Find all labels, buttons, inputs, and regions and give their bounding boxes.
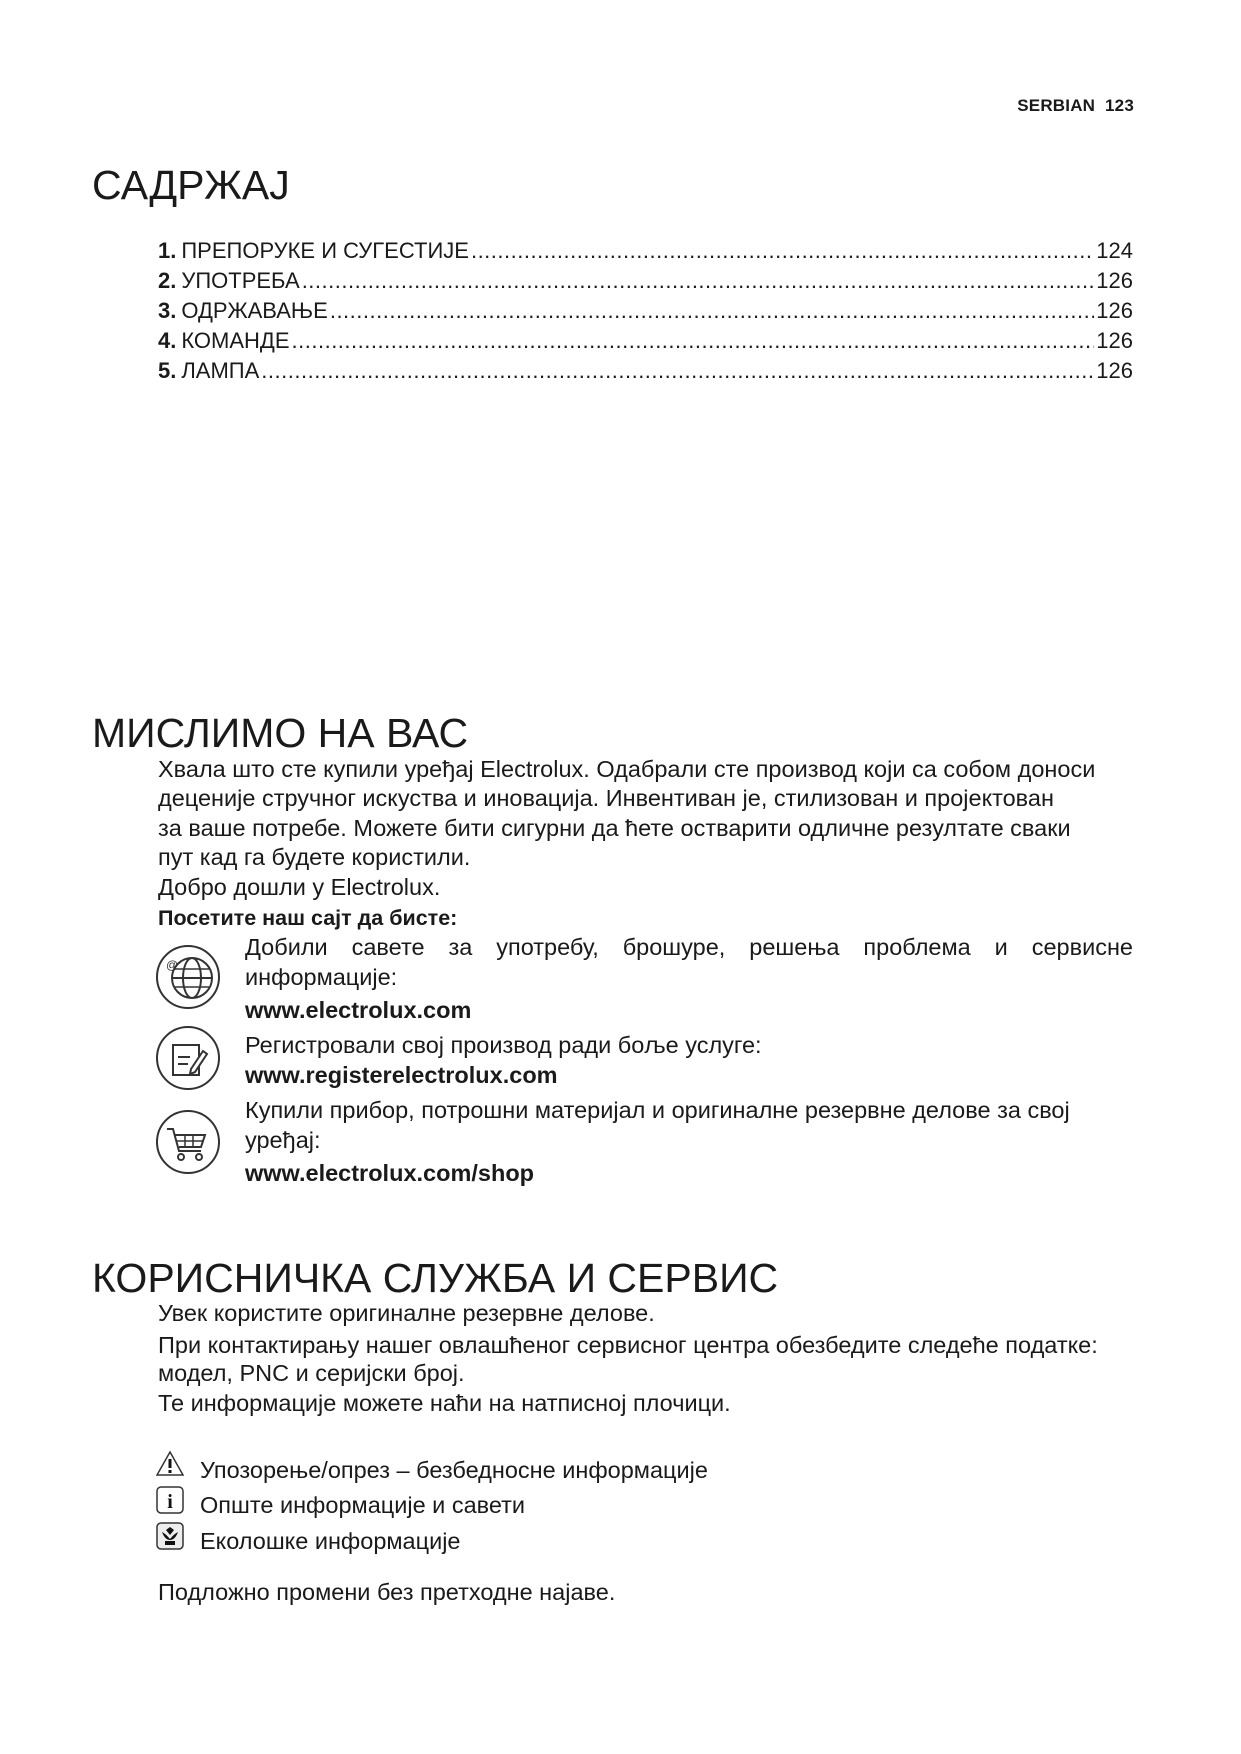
page-number: 123	[1105, 96, 1134, 115]
intro-line: Хвала што сте купили уређај Electrolux. Одабрали сте производ који са собом доноси	[158, 756, 1096, 782]
intro-line: пут кад га будете користили.	[158, 844, 471, 870]
toc-label: ЛАМПА	[181, 358, 260, 383]
register-document-icon	[155, 1025, 221, 1091]
toc-leader-dots	[261, 356, 1094, 386]
disclaimer: Подложно промени без претходне најаве.	[158, 1579, 616, 1605]
toc-page: 126	[1096, 358, 1133, 383]
legend-environment: Еколошке информације	[200, 1528, 461, 1554]
svg-text:i: i	[167, 1491, 173, 1513]
service-line: модел, PNC и серијски број.	[158, 1360, 465, 1386]
toc-number: 2.	[158, 268, 177, 293]
toc-leader-dots	[330, 296, 1094, 326]
toc-label: ОДРЖАВАЊЕ	[181, 298, 328, 323]
service-title: КОРИСНИЧКА СЛУЖБА И СЕРВИС	[92, 1255, 779, 1301]
info-icon	[156, 1486, 184, 1514]
toc-leader-dots	[471, 236, 1094, 266]
service-line: При контактирању нашег овлашћеног сервисног центра обезбедите следеће податке:	[158, 1332, 1098, 1358]
toc-leader-dots	[292, 326, 1095, 356]
toc-item[interactable]	[158, 326, 1133, 356]
intro-line: Добро дошли у Electrolux.	[158, 874, 441, 900]
link-description: Купили прибор, потрошни материјал и оригиналне резервне делове за свој уређај:	[245, 1097, 1070, 1153]
electrolux-link[interactable]: www.electrolux.com	[245, 997, 472, 1023]
environment-icon	[156, 1522, 184, 1550]
toc-leader-dots	[302, 266, 1095, 296]
toc-label: УПОТРЕБА	[181, 268, 300, 293]
toc-number: 1.	[158, 238, 177, 263]
toc-number: 4.	[158, 328, 177, 353]
link-description: Регистровали свој производ ради боље услуге:	[245, 1032, 762, 1058]
toc-label: ПРЕПОРУКЕ И СУГЕСТИЈЕ	[181, 238, 469, 263]
service-line: Увек користите оригиналне резервне делове.	[158, 1300, 655, 1326]
language-label: SERBIAN	[1017, 96, 1096, 115]
toc-page: 126	[1096, 328, 1133, 353]
intro-line: деценије стручног искуства и иновација. Инвентиван је, стилизован и пројектован	[158, 785, 1054, 811]
toc-item[interactable]	[158, 356, 1133, 386]
toc-number: 3.	[158, 298, 177, 323]
link-description: Добили савете за употребу, брошуре, решења проблема и сервисне информације:	[245, 934, 1133, 990]
service-line: Те информације можете наћи на натписној плочици.	[158, 1390, 731, 1416]
register-link[interactable]: www.registerelectrolux.com	[245, 1062, 558, 1088]
warning-icon	[156, 1450, 184, 1478]
visit-label: Посетите наш сајт да бисте:	[158, 906, 458, 930]
page-header	[1017, 96, 1134, 116]
legend-warning: Упозорење/опрез – безбедносне информације	[200, 1457, 708, 1483]
toc-page: 124	[1096, 238, 1133, 263]
thinking-title: МИСЛИМО НА ВАС	[92, 710, 469, 756]
contents-title: САДРЖАЈ	[92, 162, 290, 208]
toc-page: 126	[1096, 268, 1133, 293]
toc-item[interactable]	[158, 266, 1133, 296]
globe-icon	[155, 944, 221, 1010]
svg-text:@: @	[166, 958, 179, 972]
shopping-cart-icon	[155, 1109, 221, 1175]
toc-page: 126	[1096, 298, 1133, 323]
toc-label: КОМАНДЕ	[181, 328, 290, 353]
shop-link[interactable]: www.electrolux.com/shop	[245, 1160, 535, 1186]
toc-number: 5.	[158, 358, 177, 383]
intro-line: за ваше потребе. Можете бити сигурни да ћете остварити одличне резултате сваки	[158, 815, 1071, 841]
toc-item[interactable]	[158, 236, 1133, 266]
toc-item[interactable]	[158, 296, 1133, 326]
legend-info: Опште информације и савети	[200, 1492, 526, 1518]
